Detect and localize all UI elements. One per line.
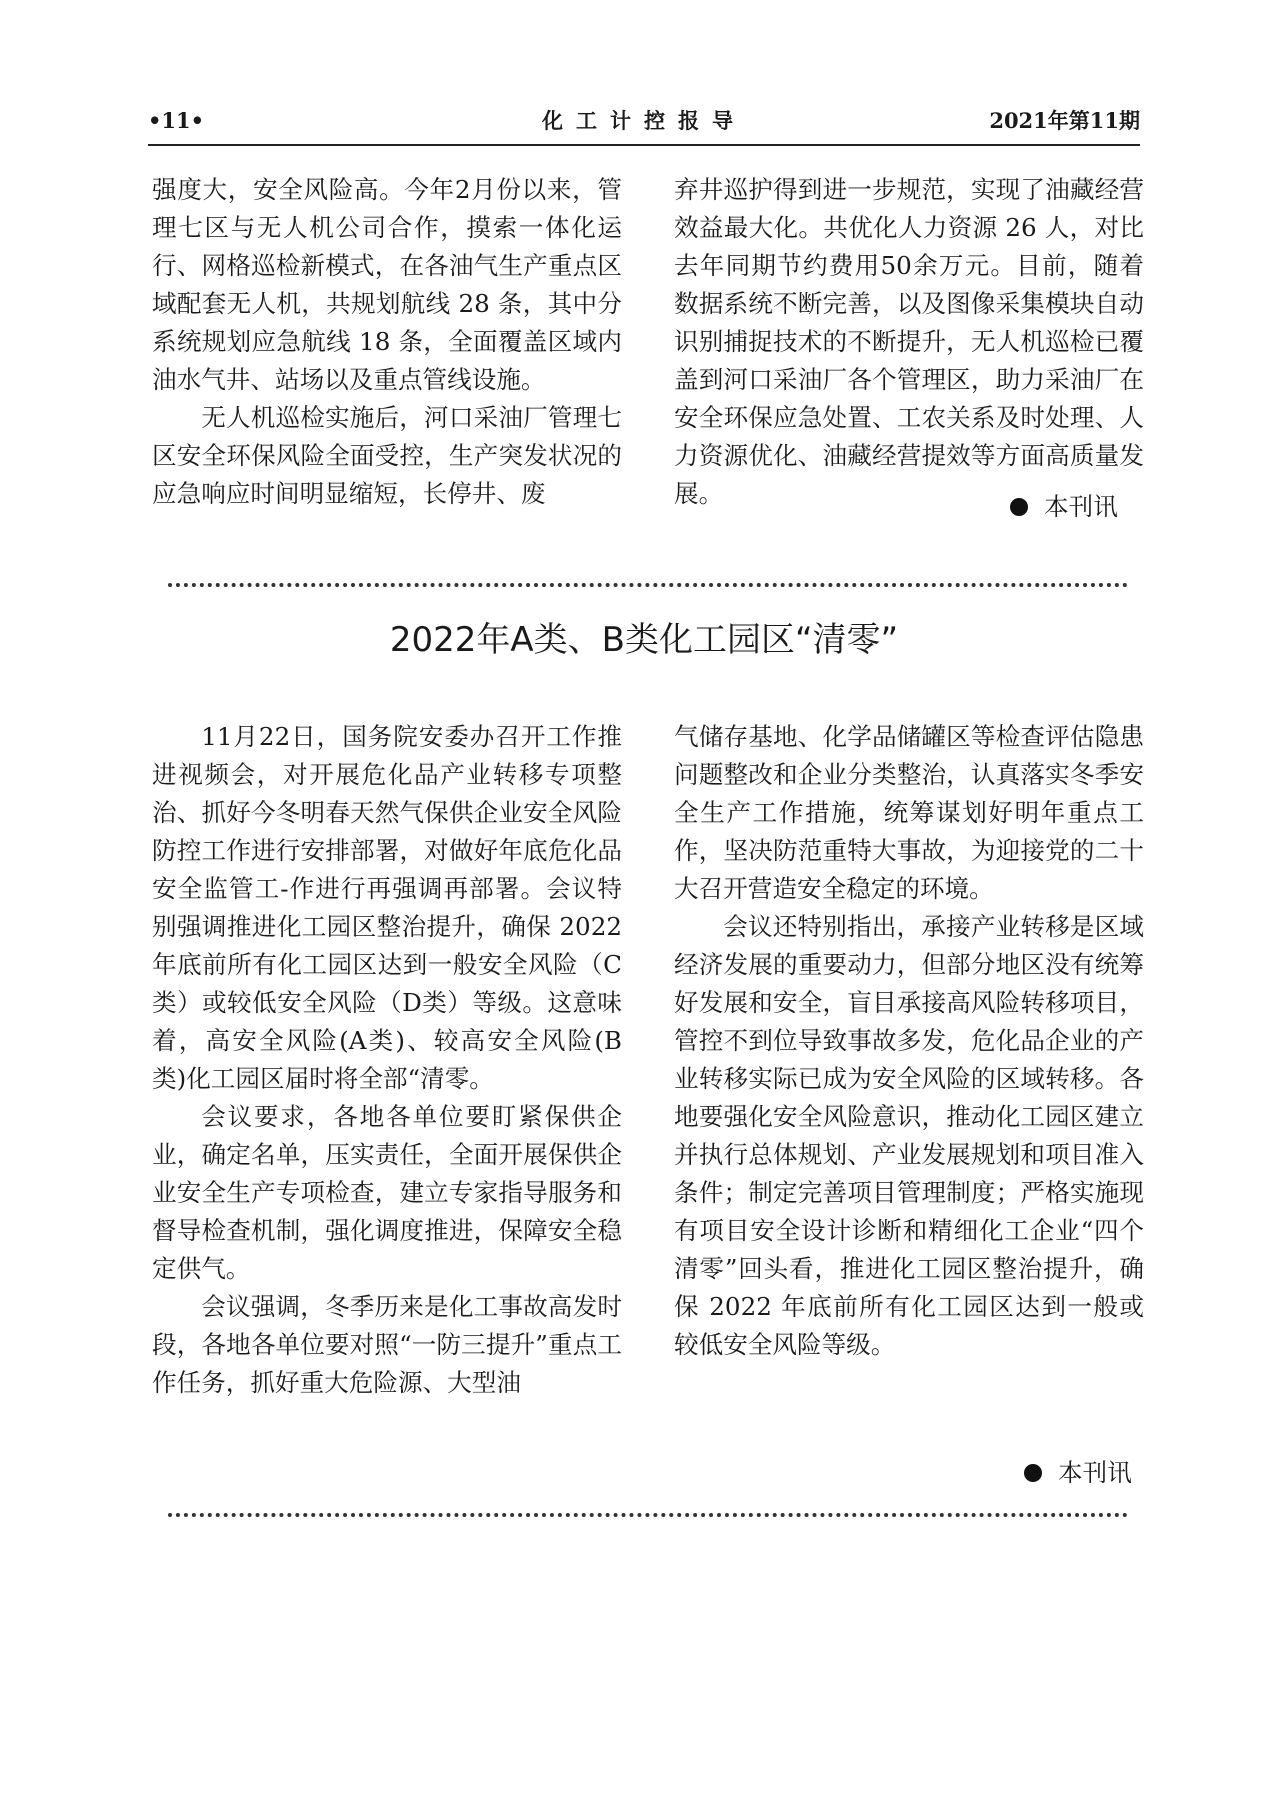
article2-title: 2022年A类、B类化工园区“清零”: [389, 620, 899, 660]
bullet-dot-icon: [1024, 1464, 1042, 1482]
article1-right-column: [674, 171, 1144, 513]
article2-paragraph: 会议要求，各地各单位要盯紧保供企业，确定名单，压实责任，全面开展保供企业安全生产专项检查，建立专家指导服务和督导检查机制，强化调度推进，保障安全稳定供气。: [152, 1102, 622, 1283]
dotted-divider: [168, 583, 1128, 587]
article1-paragraph: 无人机巡检实施后，河口采油厂管理七区安全环保风险全面受控，生产突发状况的应急响应时间明显缩短，长停井、废: [152, 403, 622, 508]
article1-paragraph: 强度大，安全风险高。今年2月份以来，管理七区与无人机公司合作，摸索一体化运行、网格巡检新模式，在各油气生产重点区域配套无人机，共规划航线 28 条，其中分系统规划应急航线 18 条，全面覆盖区域内油水气井、站场以及重点管线设施。: [152, 175, 622, 394]
article1-credit: [1010, 488, 1118, 526]
issue-label: 2021年第11期: [989, 108, 1140, 133]
article2-credit: [1024, 1454, 1132, 1492]
article1-left-column: [152, 171, 622, 513]
article2-paragraph: 会议还特别指出，承接产业转移是区域经济发展的重要动力，但部分地区没有统筹好发展和安全，盲目承接高风险转移项目，管控不到位导致事故多发，危化品企业的产业转移实际已成为安全风险的区域转移。各地要强化安全风险意识，推动化工园区建立并执行总体规划、产业发展规划和项目准入条件；制定完善项目管理制度；严格实施现有项目安全设计诊断和精细化工企业“四个清零”回头看，推进化工园区整治提升，确保 2022 年底前所有化工园区达到一般或较低安全风险等级。: [674, 912, 1144, 1359]
article2-credit-text: 本刊讯: [1058, 1458, 1132, 1487]
article2-paragraph: 会议强调，冬季历来是化工事故高发时段，各地各单位要对照“一防三提升”重点工作任务，抓好重大危险源、大型油: [152, 1292, 622, 1397]
article1-paragraph: 弃井巡护得到进一步规范，实现了油藏经营效益最大化。共优化人力资源 26 人，对比去年同期节约费用50余万元。目前，随着数据系统不断完善，以及图像采集模块自动识别捕捉技术的不断提升，无人机巡检已覆盖到河口采油厂各个管理区，助力采油厂在安全环保应急处置、工农关系及时处理、人力资源优化、油藏经营提效等方面高质量发展。: [674, 175, 1144, 508]
article1-credit-text: 本刊讯: [1044, 492, 1118, 521]
article2-right-column: [674, 718, 1144, 1364]
page-number: •11•: [148, 108, 205, 133]
article2-paragraph: 气储存基地、化学品储罐区等检查评估隐患问题整改和企业分类整治，认真落实冬季安全生产工作措施，统筹谋划好明年重点工作，坚决防范重特大事故，为迎接党的二十大召开营造安全稳定的环境。: [674, 722, 1144, 903]
dotted-divider: [168, 1513, 1128, 1517]
article2-left-column: [152, 718, 622, 1402]
article2-paragraph: 11月22日，国务院安委办召开工作推进视频会，对开展危化品产业转移专项整治、抓好今冬明春天然气保供企业安全风险防控工作进行安排部署，对做好年底危化品安全监管工-作进行再强调再部署。会议特别强调推进化工园区整治提升，确保 2022 年底前所有化工园区达到一般安全风险（C类）或较低安全风险（D类）等级。这意味着，高安全风险(A类)、较高安全风险(B 类)化工园区届时将全部“清零。: [152, 722, 622, 1093]
page-header: [148, 104, 1140, 146]
journal-title: 化工计控报导: [542, 108, 746, 133]
bullet-dot-icon: [1010, 498, 1028, 516]
